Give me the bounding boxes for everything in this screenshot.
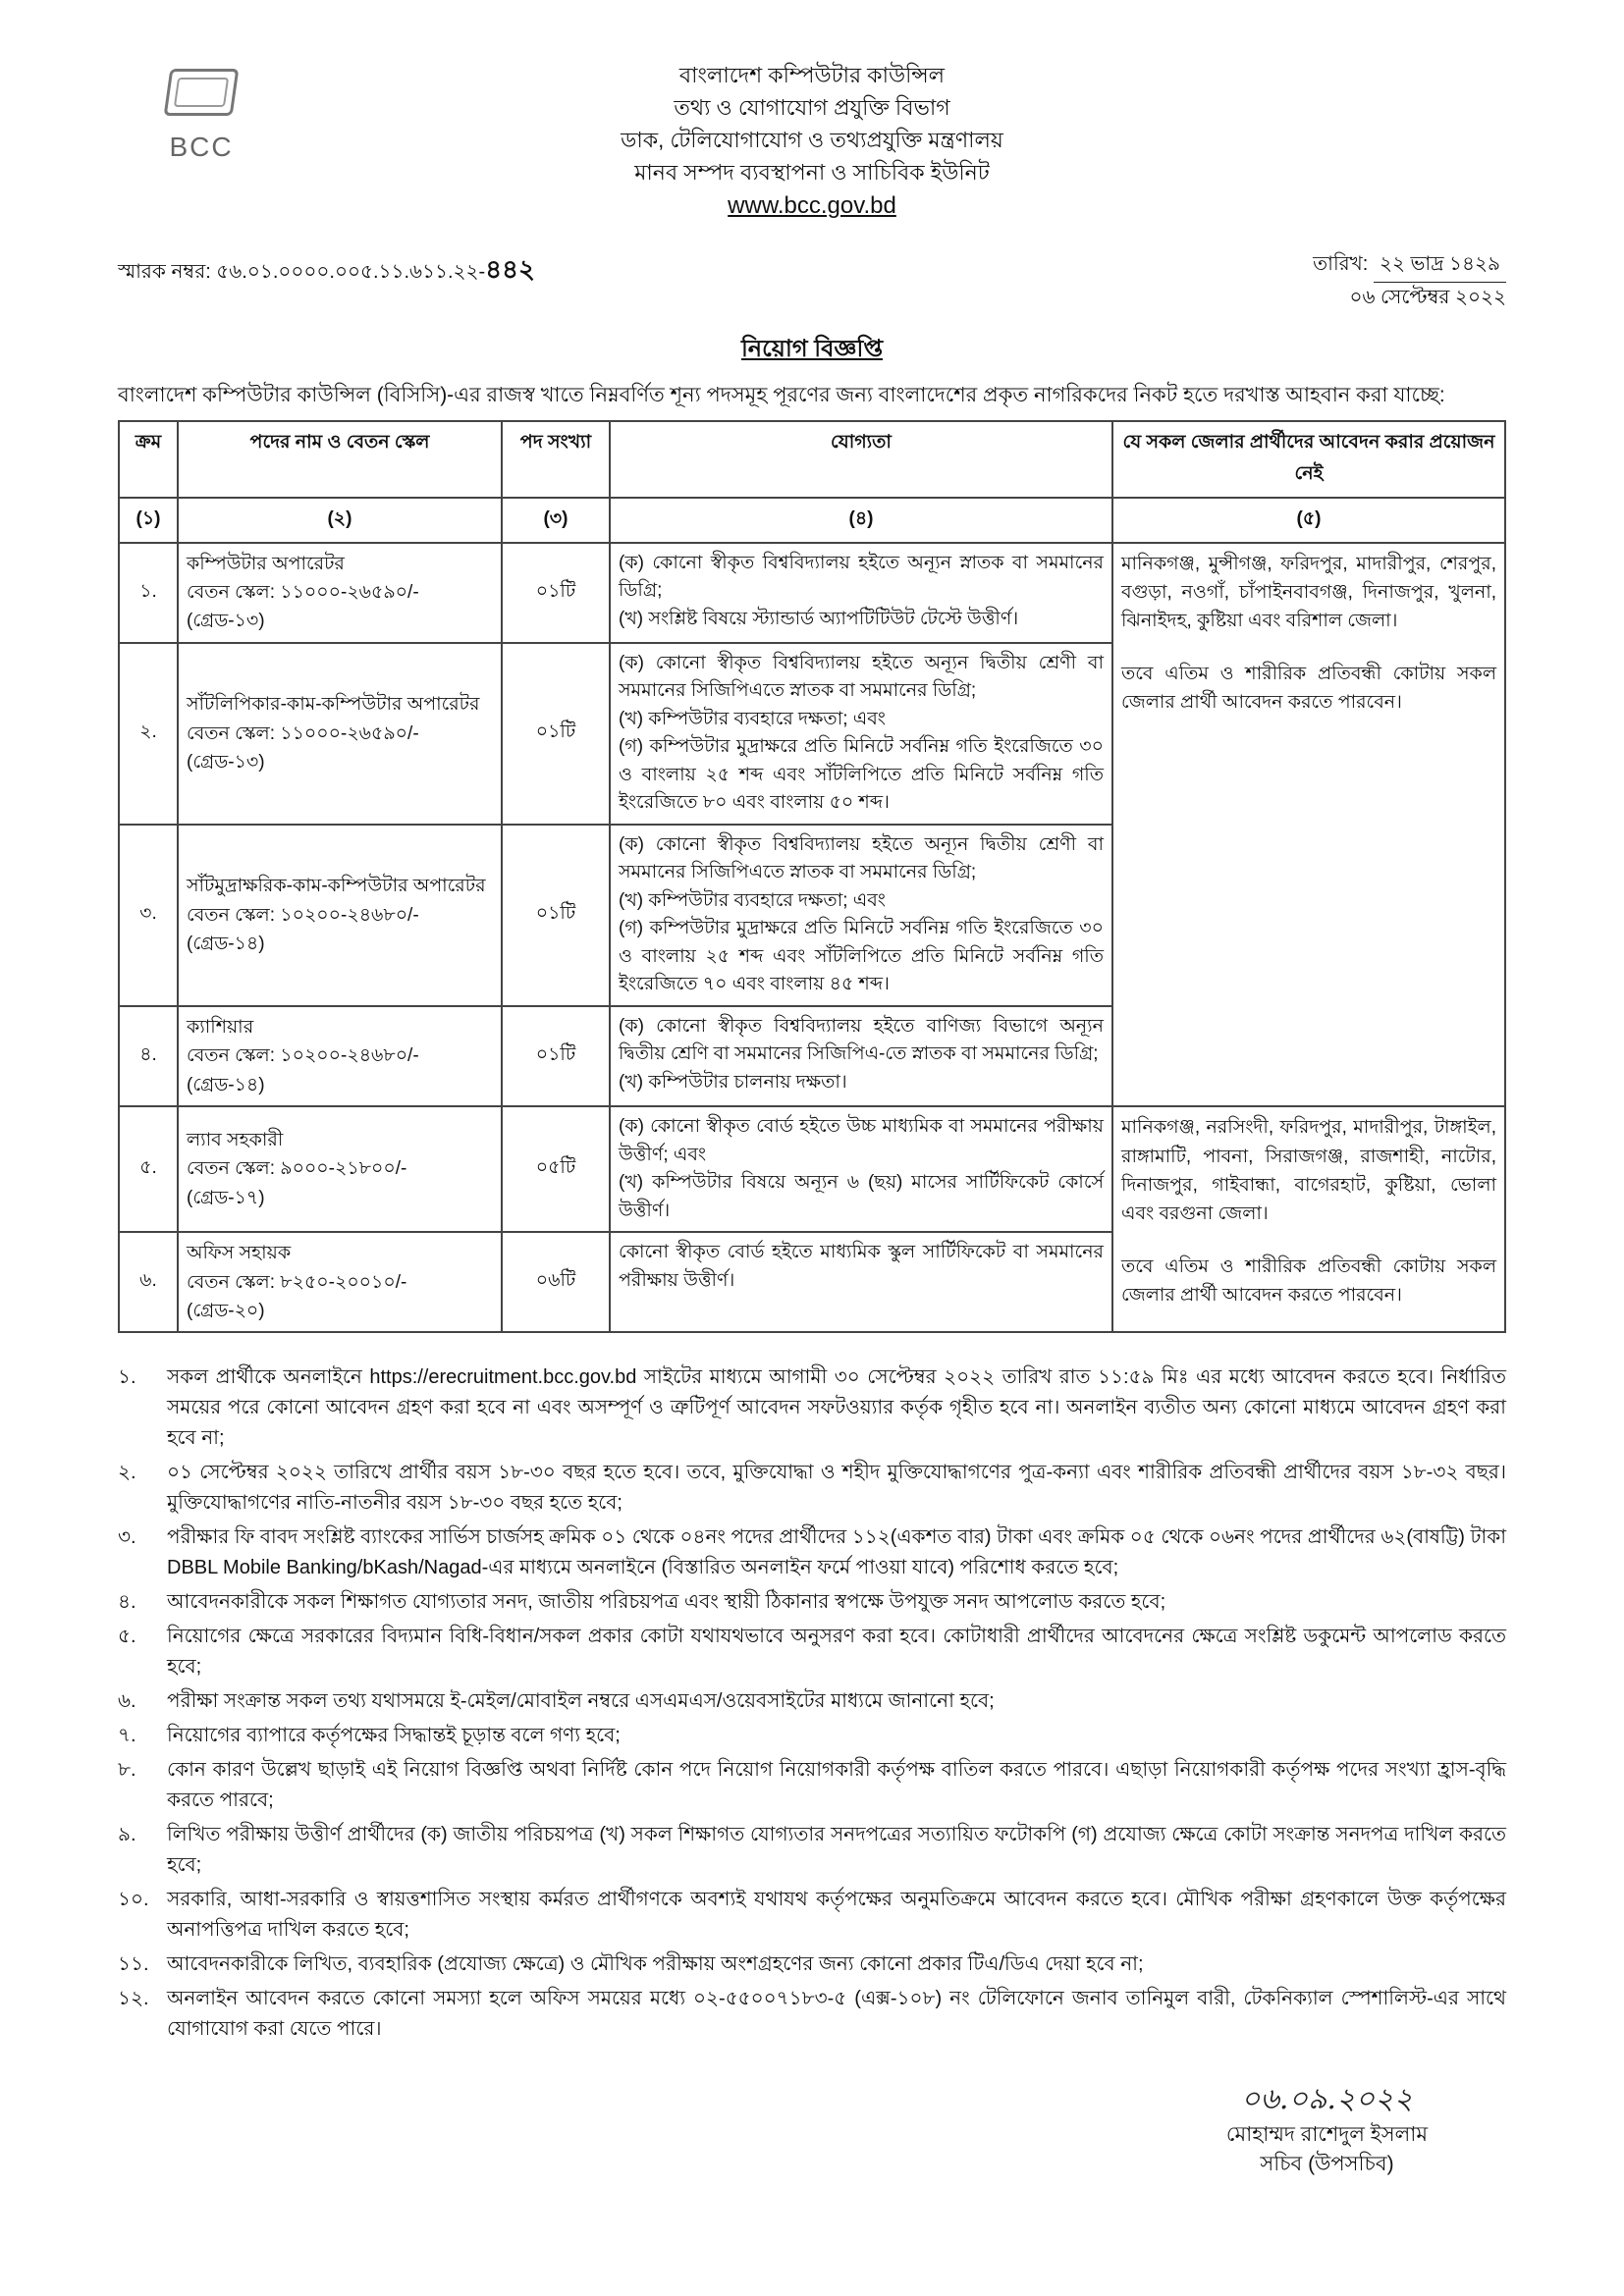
note-number: ৯. bbox=[118, 1824, 136, 1846]
division-name: তথ্য ও যোগাযোগ প্রযুক্তি বিভাগ bbox=[674, 95, 950, 120]
row-post bbox=[178, 825, 502, 1006]
row-qualification bbox=[610, 543, 1112, 643]
note-item bbox=[118, 1755, 1506, 1816]
row-serial: ১. bbox=[119, 543, 178, 643]
reference-line bbox=[118, 249, 1506, 315]
note-item bbox=[118, 1522, 1506, 1583]
signatory-designation: সচিব (উপসচিব) bbox=[1260, 2152, 1394, 2175]
date-block bbox=[1313, 249, 1506, 315]
note-item bbox=[118, 1686, 1506, 1717]
note-text: পরীক্ষার ফি বাবদ সংশ্লিষ্ট ব্যাংকের সার্ভিস চার্জসহ ক্রমিক ০১ থেকে ০৪নং পদের প্রার্থীদের ১১২(একশত বার) টাকা এবং ক্রমিক ০৫ থেকে ০৬নং পদের প্রার্থীদের ৬২(বাষট্টি) টাকা DBBL Mobile Banking/bKash/Nagad-এর মাধ্যমে অনলাইনে (বিস্তারিত অনলাইন ফর্মে পাওয়া যাবে) পরিশোধ করতে হবে; bbox=[167, 1526, 1506, 1579]
district-exception: তবে এতিম ও শারীরিক প্রতিবন্ধী কোটায় সকল জেলার প্রার্থী আবেদন করতে পারবেন। bbox=[1121, 1255, 1496, 1307]
row-post bbox=[178, 643, 502, 825]
notice-title: নিয়োগ বিজ্ঞপ্তি bbox=[740, 336, 884, 362]
memo-number bbox=[118, 249, 535, 315]
note-text: আবেদনকারীকে সকল শিক্ষাগত যোগ্যতার সনদ, জাতীয় পরিচয়পত্র এবং স্থায়ী ঠিকানার স্বপক্ষে উপযুক্ত সনদ আপলোড করতে হবে; bbox=[167, 1591, 1166, 1614]
post-title: সাঁটলিপিকার-কাম-কম্পিউটার অপারেটর bbox=[187, 694, 480, 716]
row-districts bbox=[1112, 1106, 1505, 1332]
post-detail: বেতন স্কেল: ১০২০০-২৪৬৮০/- bbox=[187, 1045, 419, 1067]
note-number: ২. bbox=[118, 1462, 136, 1484]
post-detail: বেতন স্কেল: ৮২৫০-২০০১০/- bbox=[187, 1271, 407, 1293]
note-text: নিয়োগের ব্যাপারে কর্তৃপক্ষের সিদ্ধান্তই চূড়ান্ত বলে গণ্য হবে; bbox=[167, 1725, 621, 1747]
post-title: অফিস সহায়ক bbox=[187, 1243, 292, 1264]
note-number: ১২. bbox=[118, 1988, 149, 2010]
memo-handwritten: ৪৪২ bbox=[485, 254, 535, 284]
row-qualification bbox=[610, 643, 1112, 825]
col-header-sl: ক্রম bbox=[119, 421, 178, 498]
note-item bbox=[118, 1458, 1506, 1519]
qualification-line: (ক) কোনো স্বীকৃত বিশ্ববিদ্যালয় হইতে অন্যূন দ্বিতীয় শ্রেণী বা সমমানের সিজিপিএতে স্নাতক বা সমমানের ডিগ্রি; bbox=[619, 652, 1104, 702]
row-post bbox=[178, 1006, 502, 1106]
col-number: (১) bbox=[119, 498, 178, 543]
post-detail: বেতন স্কেল: ৯০০০-২১৮০০/- bbox=[187, 1158, 407, 1180]
note-number: ৪. bbox=[118, 1591, 136, 1614]
note-item bbox=[118, 1362, 1506, 1454]
row-serial: ২. bbox=[119, 643, 178, 825]
qualification-line: (খ) কম্পিউটার বিষয়ে অন্যূন ৬ (ছয়) মাসের সার্টিফিকেট কোর্সে উত্তীর্ণ। bbox=[619, 1172, 1104, 1221]
note-number: ৭. bbox=[118, 1725, 136, 1747]
monitor-icon bbox=[164, 69, 240, 116]
post-detail: (গ্রেড-১৪) bbox=[187, 1074, 265, 1095]
column-number-row bbox=[119, 498, 1505, 543]
date-english: ০৬ সেপ্টেম্বর ২০২২ bbox=[1349, 287, 1506, 308]
row-qualification bbox=[610, 1106, 1112, 1232]
col-header-count: পদ সংখ্যা bbox=[502, 421, 610, 498]
note-item bbox=[118, 1622, 1506, 1682]
row-count: ০৫টি bbox=[502, 1106, 610, 1232]
qualification-line: (গ) কম্পিউটার মুদ্রাক্ষরে প্রতি মিনিটে সর্বনিম্ন গতি ইংরেজিতে ৩০ ও বাংলায় ২৫ শব্দ এবং সাঁটলিপিতে প্রতি মিনিটে সর্বনিম্ন গতি ইংরেজিতে ৮০ এবং বাংলায় ৫০ শব্দ। bbox=[619, 736, 1104, 814]
logo-text: BCC bbox=[169, 132, 234, 162]
col-number: (৫) bbox=[1112, 498, 1505, 543]
note-number: ৫. bbox=[118, 1626, 136, 1648]
post-title: ল্যাব সহকারী bbox=[187, 1130, 284, 1151]
note-item bbox=[118, 1721, 1506, 1751]
signature-block bbox=[1226, 2079, 1428, 2178]
row-serial: ৩. bbox=[119, 825, 178, 1006]
row-post bbox=[178, 1232, 502, 1332]
note-text: ০১ সেপ্টেম্বর ২০২২ তারিখে প্রার্থীর বয়স ১৮-৩০ বছর হতে হবে। তবে, মুক্তিযোদ্ধা ও শহীদ মুক্তিযোদ্ধাগণের পুত্র-কন্যা এবং শারীরিক প্রতিবন্ধী প্রার্থীদের বয়স ১৮-৩২ বছর। মুক্তিযোদ্ধাগণের নাতি-নাতনীর বয়স ১৮-৩০ বছর হতে হবে; bbox=[167, 1462, 1506, 1515]
post-detail: বেতন স্কেল: ১১০০০-২৬৫৯০/- bbox=[187, 722, 419, 744]
qualification-line: (খ) সংশ্লিষ্ট বিষয়ে স্ট্যান্ডার্ড অ্যাপটিটিউট টেস্টে উত্তীর্ণ। bbox=[619, 608, 1019, 629]
note-number: ১১. bbox=[118, 1953, 149, 1976]
post-title: সাঁটমুদ্রাক্ষরিক-কাম-কম্পিউটার অপারেটর bbox=[187, 876, 486, 897]
note-number: ৬. bbox=[118, 1690, 136, 1713]
note-number: ৩. bbox=[118, 1526, 136, 1549]
qualification-line: (গ) কম্পিউটার মুদ্রাক্ষরে প্রতি মিনিটে সর্বনিম্ন গতি ইংরেজিতে ৩০ ও বাংলায় ২৫ শব্দ এবং সাঁটলিপিতে প্রতি মিনিটে সর্বনিম্ন গতি ইংরেজিতে ৭০ এবং বাংলায় ৪৫ শব্দ। bbox=[619, 918, 1104, 995]
note-text: আবেদনকারীকে লিখিত, ব্যবহারিক (প্রযোজ্য ক্ষেত্রে) ও মৌখিক পরীক্ষায় অংশগ্রহণের জন্য কোনো প্রকার টিএ/ডিএ দেয়া হবে না; bbox=[167, 1953, 1144, 1976]
qualification-line: (খ) কম্পিউটার ব্যবহারে দক্ষতা; এবং bbox=[619, 889, 886, 911]
note-number: ৮. bbox=[118, 1759, 136, 1782]
district-exception: তবে এতিম ও শারীরিক প্রতিবন্ধী কোটায় সকল জেলার প্রার্থী আবেদন করতে পারবেন। bbox=[1121, 663, 1496, 714]
row-count: ০১টি bbox=[502, 643, 610, 825]
date-label: তারিখ: bbox=[1313, 253, 1369, 275]
memo-label: স্মারক নম্বর: ৫৬.০১.০০০০.০০৫.১১.৬১১.২২- bbox=[118, 261, 486, 283]
row-districts bbox=[1112, 543, 1505, 1107]
note-number: ১. bbox=[118, 1366, 136, 1389]
post-title: কম্পিউটার অপারেটর bbox=[187, 553, 345, 574]
col-header-districts: যে সকল জেলার প্রার্থীদের আবেদন করার প্রয়োজন নেই bbox=[1112, 421, 1505, 498]
bcc-logo bbox=[147, 69, 255, 187]
qualification-line: (ক) কোনো স্বীকৃত বিশ্ববিদ্যালয় হইতে অন্যূন স্নাতক বা সমমানের ডিগ্রি; bbox=[619, 552, 1104, 602]
vacancy-table bbox=[118, 420, 1506, 1334]
table-row bbox=[119, 1106, 1505, 1232]
qualification-line: (খ) কম্পিউটার চালনায় দক্ষতা। bbox=[619, 1071, 847, 1093]
qualification-line: (ক) কোনো স্বীকৃত বিশ্ববিদ্যালয় হইতে বাণিজ্য বিভাগে অন্যূন দ্বিতীয় শ্রেণি বা সমমানের সিজিপিএ-তে স্নাতক বা সমমানের ডিগ্রি; bbox=[619, 1015, 1104, 1065]
post-detail: (গ্রেড-১৩) bbox=[187, 752, 265, 774]
qualification-line: কোনো স্বীকৃত বোর্ড হইতে মাধ্যমিক স্কুল সার্টিফিকেট বা সমমানের পরীক্ষায় উত্তীর্ণ। bbox=[619, 1242, 1104, 1291]
row-serial: ৬. bbox=[119, 1232, 178, 1332]
unit-name: মানব সম্পদ ব্যবস্থাপনা ও সাচিবিক ইউনিট bbox=[634, 160, 990, 185]
note-item bbox=[118, 1885, 1506, 1946]
qualification-line: (ক) কোনো স্বীকৃত বিশ্ববিদ্যালয় হইতে অন্যূন দ্বিতীয় শ্রেণী বা সমমানের সিজিপিএতে স্নাতক বা সমমানের ডিগ্রি; bbox=[619, 833, 1104, 883]
post-detail: (গ্রেড-১৪) bbox=[187, 934, 265, 955]
row-serial: ৫. bbox=[119, 1106, 178, 1232]
note-text: সকল প্রার্থীকে অনলাইনে https://erecruitment.bcc.gov.bd সাইটের মাধ্যমে আগামী ৩০ সেপ্টেম্বর ২০২২ তারিখ রাত ১১:৫৯ মিঃ এর মধ্যে আবেদন করতে হবে। নির্ধারিত সময়ের পরে কোনো আবেদন গ্রহণ করা হবে না এবং অসম্পূর্ণ ও ত্রুটিপূর্ণ আবেদন সফটওয়্যার কর্তৃক গৃহীত হবে না। অনলাইন ব্যতীত অন্য কোনো মাধ্যমে আবেদন গ্রহণ করা হবে না; bbox=[167, 1366, 1506, 1450]
row-qualification bbox=[610, 1006, 1112, 1106]
table-header-row bbox=[119, 421, 1505, 498]
signature-scribble: ০৬.০৯.২০২২ bbox=[1240, 2082, 1413, 2117]
row-post bbox=[178, 543, 502, 643]
row-post bbox=[178, 1106, 502, 1232]
note-text: পরীক্ষা সংক্রান্ত সকল তথ্য যথাসময়ে ই-মেইল/মোবাইল নম্বরে এসএমএস/ওয়েবসাইটের মাধ্যমে জানানো হবে; bbox=[167, 1690, 995, 1713]
note-item bbox=[118, 1587, 1506, 1618]
district-list: মানিকগঞ্জ, মুন্সীগঞ্জ, ফরিদপুর, মাদারীপুর, শেরপুর, বগুড়া, নওগাঁ, চাঁপাইনবাবগঞ্জ, দিনাজপুর, খুলনা, ঝিনাইদহ, কুষ্টিয়া এবং বরিশাল জেলা। bbox=[1121, 553, 1496, 632]
org-name: বাংলাদেশ কম্পিউটার কাউন্সিল bbox=[678, 63, 946, 87]
letterhead bbox=[118, 59, 1506, 224]
qualification-line: (ক) কোনো স্বীকৃত বোর্ড হইতে উচ্চ মাধ্যমিক বা সমমানের পরীক্ষায় উত্তীর্ণ; এবং bbox=[619, 1116, 1104, 1165]
row-count: ০১টি bbox=[502, 543, 610, 643]
date-bangla: ২২ ভাদ্র ১৪২৯ bbox=[1374, 249, 1506, 283]
row-count: ০১টি bbox=[502, 825, 610, 1006]
table-row bbox=[119, 543, 1505, 643]
col-header-post: পদের নাম ও বেতন স্কেল bbox=[178, 421, 502, 498]
district-list: মানিকগঞ্জ, নরসিংদী, ফরিদপুর, মাদারীপুর, টাঙ্গাইল, রাঙ্গামাটি, পাবনা, সিরাজগঞ্জ, রাজশাহী, নাটোর, দিনাজপুর, গাইবান্ধা, বাগেরহাট, কুষ্টিয়া, ভোলা এবং বরগুনা জেলা। bbox=[1121, 1117, 1496, 1225]
post-detail: (গ্রেড-১৭) bbox=[187, 1187, 265, 1208]
note-text: কোন কারণ উল্লেখ ছাড়াই এই নিয়োগ বিজ্ঞপ্তি অথবা নির্দিষ্ট কোন পদে নিয়োগ নিয়োগকারী কর্তৃপক্ষ বাতিল করতে পারবে। এছাড়া নিয়োগকারী কর্তৃপক্ষ পদের সংখ্যা হ্রাস-বৃদ্ধি করতে পারবে; bbox=[167, 1759, 1506, 1812]
col-number: (৪) bbox=[610, 498, 1112, 543]
post-title: ক্যাশিয়ার bbox=[187, 1016, 254, 1038]
note-text: সরকারি, আধা-সরকারি ও স্বায়ত্তশাসিত সংস্থায় কর্মরত প্রার্থীগণকে অবশ্যই যথাযথ কর্তৃপক্ষের অনুমতিক্রমে আবেদন করতে হবে। মৌখিক পরীক্ষা গ্রহণকালে উক্ত কর্তৃপক্ষের অনাপত্তিপত্র দাখিল করতে হবে; bbox=[167, 1889, 1506, 1942]
row-qualification bbox=[610, 825, 1112, 1006]
note-text: নিয়োগের ক্ষেত্রে সরকারের বিদ্যমান বিধি-বিধান/সকল প্রকার কোটা যথাযথভাবে অনুসরণ করা হবে। কোটাধারী প্রার্থীদের আবেদনের ক্ষেত্রে সংশ্লিষ্ট ডকুমেন্ট আপলোড করতে হবে; bbox=[167, 1626, 1506, 1679]
note-number: ১০. bbox=[118, 1889, 149, 1911]
qualification-line: (খ) কম্পিউটার ব্যবহারে দক্ষতা; এবং bbox=[619, 708, 886, 729]
post-detail: (গ্রেড-১৩) bbox=[187, 611, 265, 632]
row-count: ০৬টি bbox=[502, 1232, 610, 1332]
note-item bbox=[118, 1984, 1506, 2045]
ministry-name: ডাক, টেলিযোগাযোগ ও তথ্যপ্রযুক্তি মন্ত্রণালয় bbox=[621, 128, 1003, 152]
col-number: (৩) bbox=[502, 498, 610, 543]
post-detail: (গ্রেড-২০) bbox=[187, 1301, 265, 1322]
col-header-qualification: যোগ্যতা bbox=[610, 421, 1112, 498]
notice-intro: বাংলাদেশ কম্পিউটার কাউন্সিল (বিসিসি)-এর রাজস্ব খাতে নিম্নবর্ণিত শূন্য পদসমূহ পূরণের জন্য বাংলাদেশের প্রকৃত নাগরিকদের নিকট হতে দরখাস্ত আহবান করা যাচ্ছে: bbox=[118, 384, 1445, 406]
row-serial: ৪. bbox=[119, 1006, 178, 1106]
post-detail: বেতন স্কেল: ১১০০০-২৬৫৯০/- bbox=[187, 581, 419, 603]
note-text: লিখিত পরীক্ষায় উত্তীর্ণ প্রার্থীদের (ক) জাতীয় পরিচয়পত্র (খ) সকল শিক্ষাগত যোগ্যতার সনদপত্রের সত্যায়িত ফটোকপি (গ) প্রযোজ্য ক্ষেত্রে কোটা সংক্রান্ত সনদপত্র দাখিল করতে হবে; bbox=[167, 1824, 1506, 1877]
note-text: অনলাইন আবেদন করতে কোনো সমস্যা হলে অফিস সময়ের মধ্যে ০২-৫৫০০৭১৮৩-৫ (এক্স-১০৮) নং টেলিফোনে জনাব তানিমুল বারী, টেকনিক্যাল স্পেশালিস্ট-এর সাথে যোগাযোগ করা যেতে পারে। bbox=[167, 1988, 1506, 2041]
table-body bbox=[119, 543, 1505, 1333]
post-detail: বেতন স্কেল: ১০২০০-২৪৬৮০/- bbox=[187, 904, 419, 926]
notes-list bbox=[118, 1362, 1506, 2045]
col-number: (২) bbox=[178, 498, 502, 543]
note-item bbox=[118, 1949, 1506, 1980]
row-count: ০১টি bbox=[502, 1006, 610, 1106]
signatory-name: মোহাম্মদ রাশেদুল ইসলাম bbox=[1225, 2123, 1428, 2147]
website-link[interactable]: www.bcc.gov.bd bbox=[728, 192, 896, 219]
row-qualification bbox=[610, 1232, 1112, 1332]
note-item bbox=[118, 1820, 1506, 1881]
